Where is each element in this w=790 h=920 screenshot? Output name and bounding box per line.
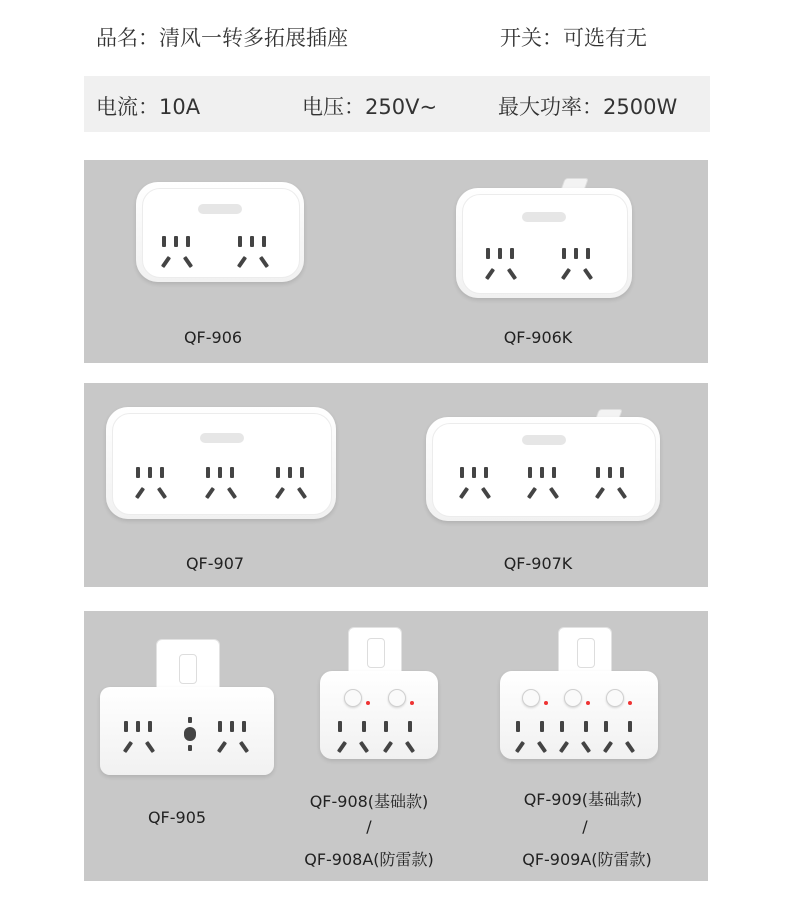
product-name-text: 品名：清风一转多拓展插座: [96, 26, 348, 50]
spec-row-electrical: [84, 76, 710, 132]
model-label-qf-908: QF-908(基础款): [309, 792, 429, 811]
power-button-icon: [606, 689, 624, 707]
product-image-qf-909: [500, 671, 658, 759]
outlet-icon: [598, 715, 648, 765]
product-image-qf-905: [100, 687, 274, 775]
model-label-qf-909: QF-909(基础款): [523, 790, 643, 809]
panel-wall-adapter: [84, 611, 708, 881]
outlet-icon: [556, 242, 606, 292]
product-image-qf-907k: [426, 417, 660, 521]
indicator-light: [586, 701, 590, 705]
model-label-qf-907: QF-907: [185, 554, 245, 573]
model-label-qf-909a: QF-909A(防雷款): [522, 850, 652, 869]
product-image-qf-908: [320, 671, 438, 759]
model-label-qf-906: QF-906: [183, 328, 243, 347]
outlet-icon: [590, 461, 640, 511]
power-button-icon: [564, 689, 582, 707]
model-label-qf-906k: QF-906K: [503, 328, 573, 347]
panel-two-outlet: [84, 160, 708, 363]
outlet-icon: [522, 461, 572, 511]
outlet-icon: [118, 715, 168, 765]
power-button-icon: [522, 689, 540, 707]
switch-option-text: 开关：可选有无: [500, 26, 647, 50]
outlet-icon: [378, 715, 428, 765]
brand-logo-icon: [577, 638, 595, 668]
spec-row-top: [84, 0, 710, 72]
current-spec: 电流：10A: [96, 95, 201, 119]
power-button-icon: [388, 689, 406, 707]
indicator-light: [544, 701, 548, 705]
product-image-qf-907: [106, 407, 336, 519]
brand-logo-icon: [179, 654, 197, 684]
product-image-qf-906: [136, 182, 304, 282]
indicator-light: [628, 701, 632, 705]
indicator-light: [410, 701, 414, 705]
outlet-icon: [156, 230, 206, 280]
outlet-icon: [332, 715, 382, 765]
brand-logo-icon: [367, 638, 385, 668]
model-label-qf-907k: QF-907K: [503, 554, 573, 573]
outlet-icon: [480, 242, 530, 292]
outlet-icon: [454, 461, 504, 511]
model-label-qf-908a: QF-908A(防雷款): [304, 850, 434, 869]
outlet-icon: [200, 461, 250, 511]
model-separator: /: [366, 817, 372, 836]
outlet-icon: [130, 461, 180, 511]
outlet-icon: [270, 461, 320, 511]
product-image-qf-906k: [456, 188, 632, 298]
outlet-icon: [554, 715, 604, 765]
power-spec: 最大功率：2500W: [498, 95, 678, 119]
power-button-icon: [344, 689, 362, 707]
voltage-spec: 电压：250V~: [302, 95, 438, 119]
model-separator: /: [582, 817, 588, 836]
model-label-qf-905: QF-905: [147, 808, 207, 827]
outlet-icon: [232, 230, 282, 280]
outlet-icon: [510, 715, 560, 765]
panel-three-outlet: [84, 383, 708, 587]
indicator-light: [366, 701, 370, 705]
outlet-icon: [212, 715, 262, 765]
